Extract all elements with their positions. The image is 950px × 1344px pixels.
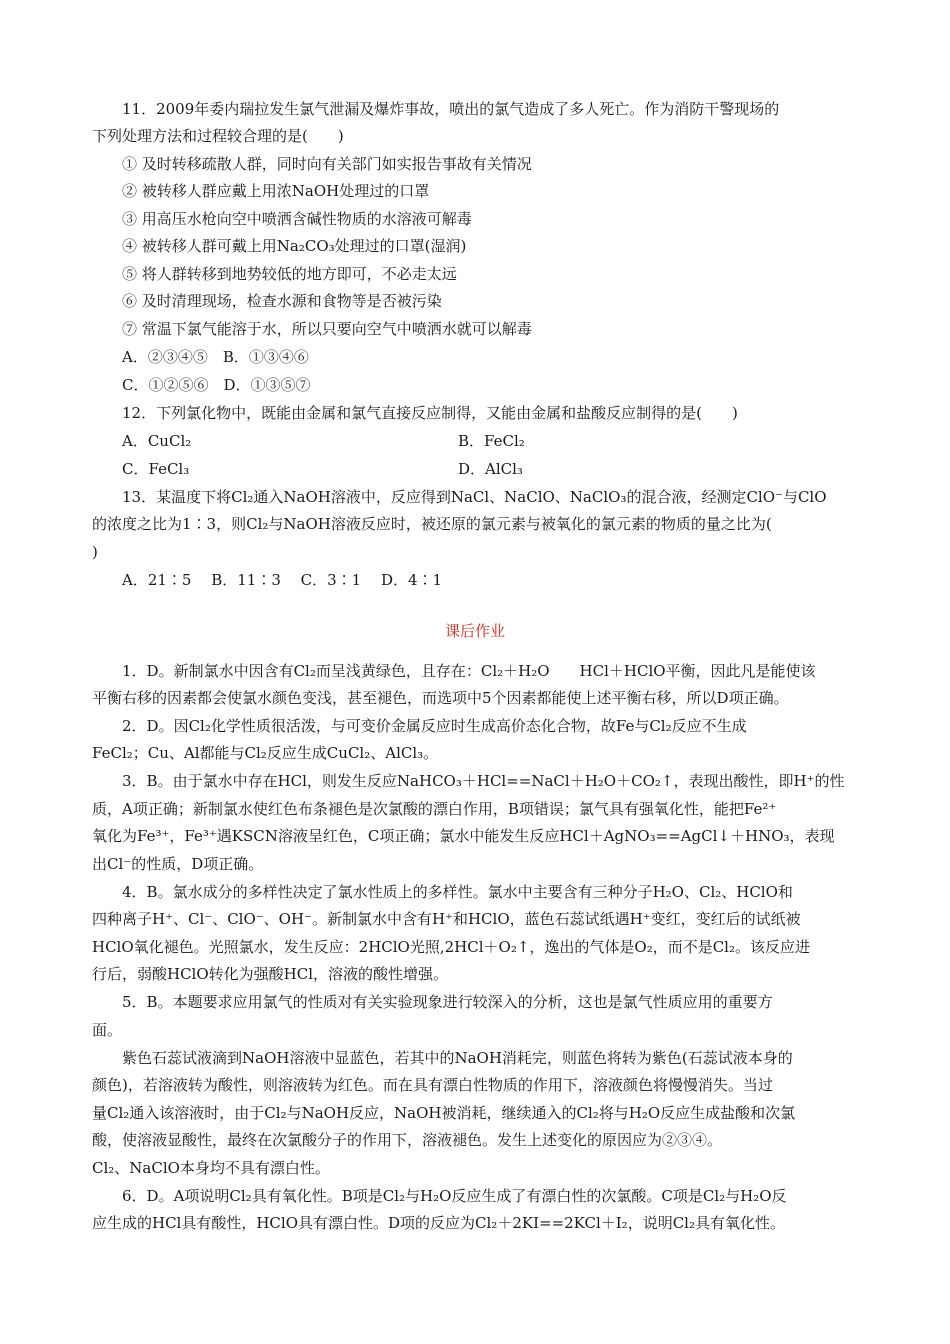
answer-line: HClO氧化褪色。光照氯水，发生反应：2HClO光照,2HCl＋O₂↑，逸出的气体是O₂，而不是Cl₂。该反应进 <box>92 938 810 956</box>
answer-line: 平衡右移的因素都会使氯水颜色变浅，甚至褪色，而选项中5个因素都能使上述平衡右移，所以D项正确。 <box>92 689 789 707</box>
q11-item-6: ⑥ 及时清理现场，检查水源和食物等是否被污染 <box>122 292 442 310</box>
answer-line: 紫色石蕊试液滴到NaOH溶液中显蓝色，若其中的NaOH消耗完，则蓝色将转为紫色(石蕊试液本身的 <box>122 1049 793 1067</box>
answer-line: 面。 <box>92 1021 123 1039</box>
answer-line: 3．B。由于氯水中存在HCl，则发生反应NaHCO₃＋HCl==NaCl＋H₂O＋CO₂↑，表现出酸性，即H⁺的性 <box>122 772 845 790</box>
q12-stem: 12．下列氯化物中，既能由金属和氯气直接反应制得，又能由金属和盐酸反应制得的是( ) <box>122 404 738 422</box>
q11-options-ab: A．②③④⑤ B．①③④⑥ <box>122 348 309 366</box>
answer-line: 质，A项正确；新制氯水使红色布条褪色是次氯酸的漂白作用，B项错误；氯气具有强氧化性，能把Fe²⁺ <box>92 800 777 818</box>
q11-stem-line-1: 11．2009年委内瑞拉发生氯气泄漏及爆炸事故，喷出的氯气造成了多人死亡。作为消防干警现场的 <box>122 100 780 118</box>
answer-line: 行后，弱酸HClO转化为强酸HCl，溶液的酸性增强。 <box>92 965 449 983</box>
q12-option-a: A．CuCl₂ <box>122 432 192 450</box>
answer-line: 5．B。本题要求应用氯气的性质对有关实验现象进行较深入的分析，这也是氯气性质应用的重要方 <box>122 993 773 1011</box>
q11-stem-line-2: 下列处理方法和过程较合理的是( ) <box>92 127 344 145</box>
answer-line: 出Cl⁻的性质，D项正确。 <box>92 855 264 873</box>
homework-title: 课后作业 <box>444 622 505 640</box>
q11-item-2: ② 被转移人群应戴上用浓NaOH处理过的口罩 <box>122 182 430 200</box>
answer-line: 量Cl₂通入该溶液时，由于Cl₂与NaOH反应，NaOH被消耗，继续通入的Cl₂将与H₂O反应生成盐酸和次氯 <box>92 1104 796 1122</box>
q11-options-cd: C．①②⑤⑥ D．①③⑤⑦ <box>122 376 311 394</box>
q12-option-b: B．FeCl₂ <box>458 432 525 450</box>
answer-line: 氧化为Fe³⁺，Fe³⁺遇KSCN溶液呈红色，C项正确；氯水中能发生反应HCl＋AgNO₃==AgCl↓＋HNO₃，表现 <box>92 827 835 845</box>
answer-line: 6．D。A项说明Cl₂具有氧化性。B项是Cl₂与H₂O反应生成了有漂白性的次氯酸。C项是Cl₂与H₂O反 <box>122 1187 787 1205</box>
q13-stem-line-3: ) <box>92 543 98 561</box>
q11-item-7: ⑦ 常温下氯气能溶于水，所以只要向空气中喷洒水就可以解毒 <box>122 320 532 338</box>
answer-line: 4．B。氯水成分的多样性决定了氯水性质上的多样性。氯水中主要含有三种分子H₂O、Cl₂、HClO和 <box>122 883 793 901</box>
q12-option-c: C．FeCl₃ <box>122 460 190 478</box>
q13-options: A．21∶5 B．11∶3 C．3∶1 D．4∶1 <box>122 571 443 589</box>
q12-option-d: D．AlCl₃ <box>458 460 523 478</box>
answer-line: FeCl₂；Cu、Al都能与Cl₂反应生成CuCl₂、AlCl₃。 <box>92 744 439 762</box>
q11-item-4: ④ 被转移人群可戴上用Na₂CO₃处理过的口罩(湿润) <box>122 237 467 255</box>
answer-line: 2．D。因Cl₂化学性质很活泼，与可变价金属反应时生成高价态化合物，故Fe与Cl₂反应不生成 <box>122 717 747 735</box>
answer-line: 应生成的HCl具有酸性，HClO具有漂白性。D项的反应为Cl₂＋2KI==2KCl＋I₂，说明Cl₂具有氧化性。 <box>92 1214 785 1232</box>
q11-item-5: ⑤ 将人群转移到地势较低的地方即可，不必走太远 <box>122 265 457 283</box>
answer-line: Cl₂、NaClO本身均不具有漂白性。 <box>92 1159 330 1177</box>
answer-line: 颜色)，若溶液转为酸性，则溶液转为红色。而在具有漂白性物质的作用下，溶液颜色将慢慢消失。当过 <box>92 1076 773 1094</box>
answer-line: 1．D。新制氯水中因含有Cl₂而呈浅黄绿色，且存在：Cl₂＋H₂O HCl＋HClO平衡，因此凡是能使该 <box>122 662 816 680</box>
answer-line: 酸，使溶液显酸性，最终在次氯酸分子的作用下，溶液褪色。发生上述变化的原因应为②③④。 <box>92 1131 723 1149</box>
q11-item-1: ① 及时转移疏散人群，同时向有关部门如实报告事故有关情况 <box>122 155 532 173</box>
q11-item-3: ③ 用高压水枪向空中喷洒含碱性物质的水溶液可解毒 <box>122 210 472 228</box>
q13-stem-line-2: 的浓度之比为1∶3，则Cl₂与NaOH溶液反应时，被还原的氯元素与被氧化的氯元素的物质的量之比为( <box>92 515 772 533</box>
answer-line: 四种离子H⁺、Cl⁻、ClO⁻、OH⁻。新制氯水中含有H⁺和HClO，蓝色石蕊试纸遇H⁺变红，变红后的试纸被 <box>92 910 801 928</box>
q13-stem-line-1: 13．某温度下将Cl₂通入NaOH溶液中，反应得到NaCl、NaClO、NaClO₃的混合液，经测定ClO⁻与ClO <box>122 488 827 506</box>
